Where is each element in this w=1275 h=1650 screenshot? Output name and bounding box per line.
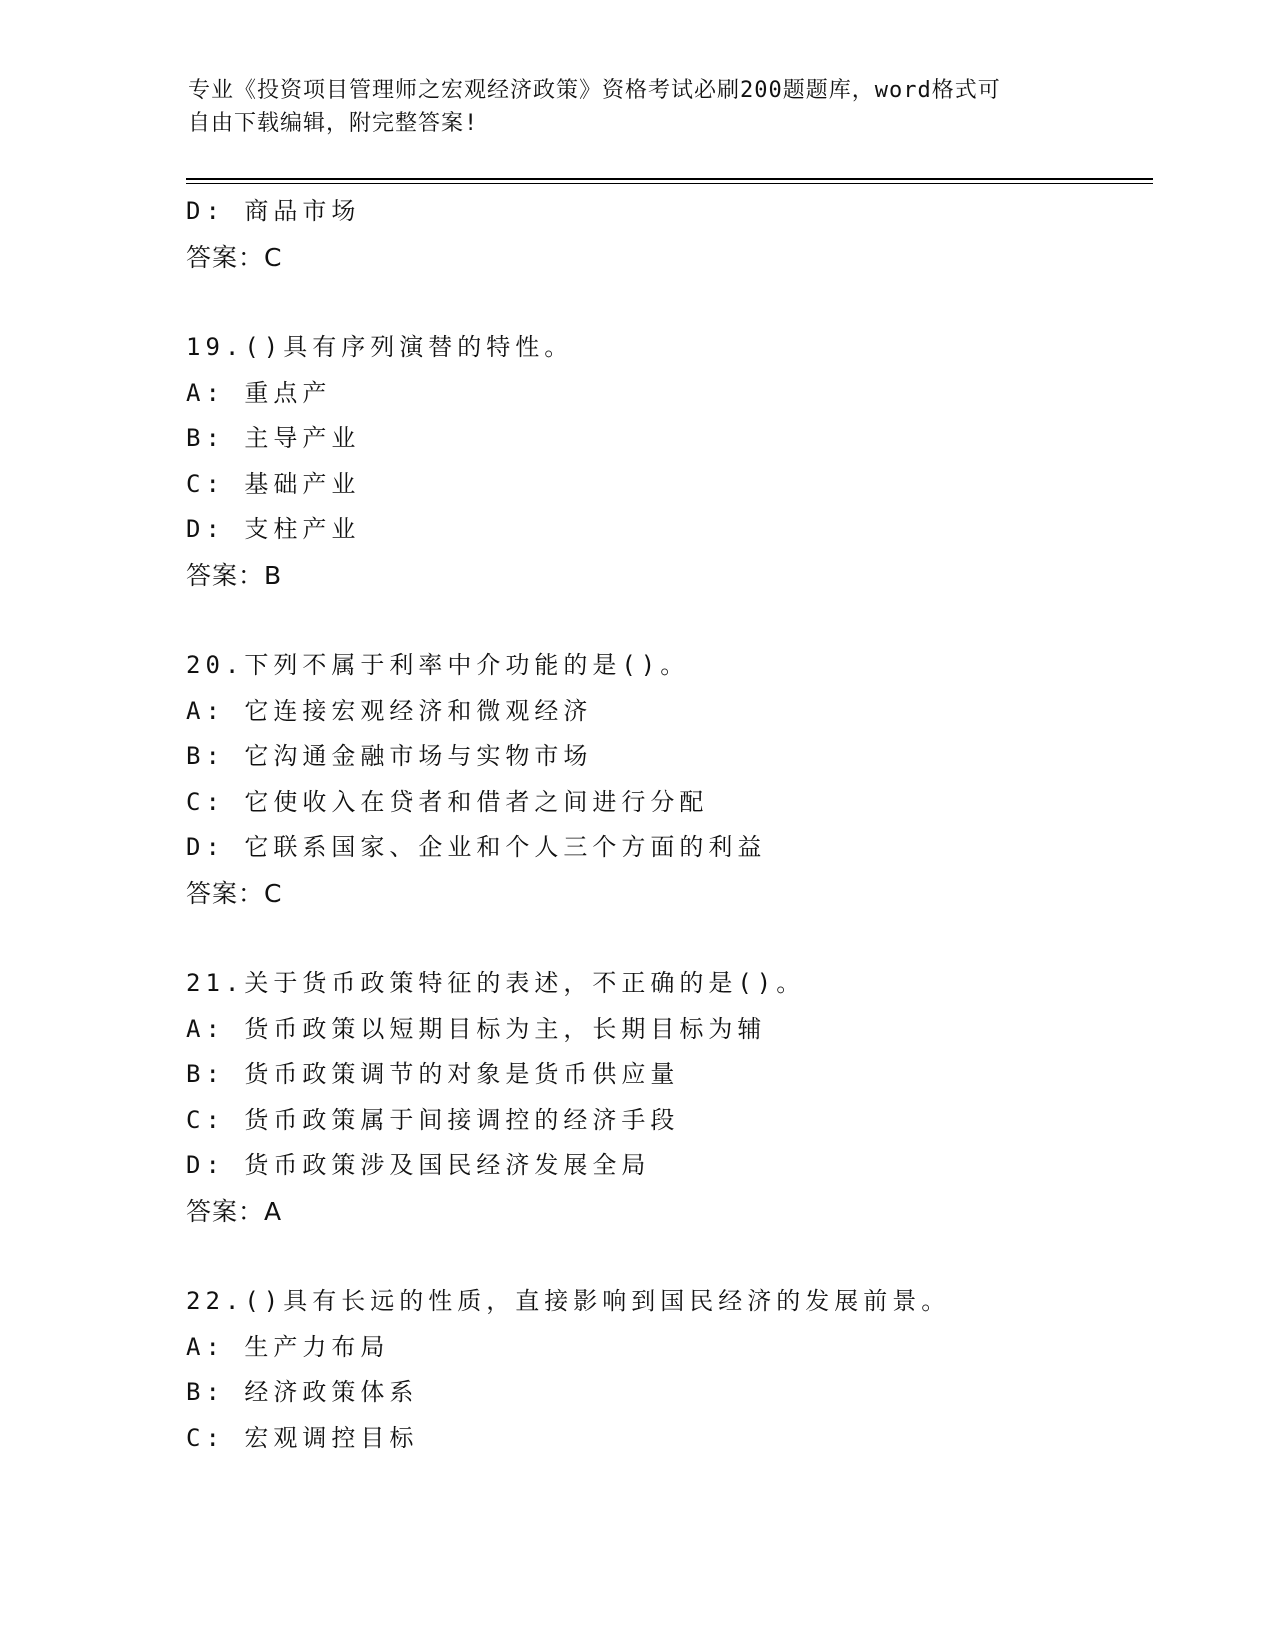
question-stem: 22.()具有长远的性质，直接影响到国民经济的发展前景。 bbox=[186, 1287, 951, 1315]
option-c: C: 宏观调控目标 bbox=[186, 1423, 419, 1452]
option-c: C: 基础产业 bbox=[186, 469, 361, 498]
question-20 bbox=[186, 643, 1146, 916]
option-d: D: 它联系国家、企业和个人三个方面的利益 bbox=[186, 833, 767, 861]
answer: 答案：A bbox=[186, 1196, 283, 1226]
document-header bbox=[188, 74, 1068, 140]
option-a: A: 货币政策以短期目标为主，长期目标为辅 bbox=[186, 1014, 767, 1043]
option-b: B: 货币政策调节的对象是货币供应量 bbox=[186, 1060, 680, 1088]
question-stem: 21.关于货币政策特征的表述，不正确的是()。 bbox=[186, 969, 806, 997]
option-b: B: 主导产业 bbox=[186, 424, 361, 452]
answer: 答案：C bbox=[186, 878, 283, 908]
header-rule-thick bbox=[186, 178, 1153, 180]
question-22 bbox=[186, 1279, 1146, 1461]
question-21 bbox=[186, 961, 1146, 1234]
option-b: B: 它沟通金融市场与实物市场 bbox=[186, 742, 593, 770]
header-line-2: 自由下载编辑，附完整答案! bbox=[188, 111, 479, 136]
header-line-1: 专业《投资项目管理师之宏观经济政策》资格考试必刷200题题库，word格式可 bbox=[188, 78, 1001, 103]
option-d: D: 支柱产业 bbox=[186, 515, 361, 543]
option-d: D: 货币政策涉及国民经济发展全局 bbox=[186, 1151, 651, 1179]
document-body bbox=[186, 189, 1146, 1461]
question-stem: 19.()具有序列演替的特性。 bbox=[186, 333, 574, 361]
question-19 bbox=[186, 325, 1146, 598]
answer: 答案：C bbox=[186, 242, 283, 272]
header-rule-thin bbox=[186, 183, 1153, 184]
question-stem: 20.下列不属于利率中介功能的是()。 bbox=[186, 651, 690, 679]
option-a: A: 重点产 bbox=[186, 378, 332, 407]
option-a: A: 生产力布局 bbox=[186, 1332, 390, 1361]
option-a: A: 它连接宏观经济和微观经济 bbox=[186, 696, 593, 725]
carryover-block bbox=[186, 189, 1146, 280]
option-c: C: 它使收入在贷者和借者之间进行分配 bbox=[186, 787, 709, 816]
answer: 答案：B bbox=[186, 560, 283, 590]
option-d: D: 商品市场 bbox=[186, 197, 361, 225]
option-b: B: 经济政策体系 bbox=[186, 1378, 419, 1406]
option-c: C: 货币政策属于间接调控的经济手段 bbox=[186, 1105, 680, 1134]
